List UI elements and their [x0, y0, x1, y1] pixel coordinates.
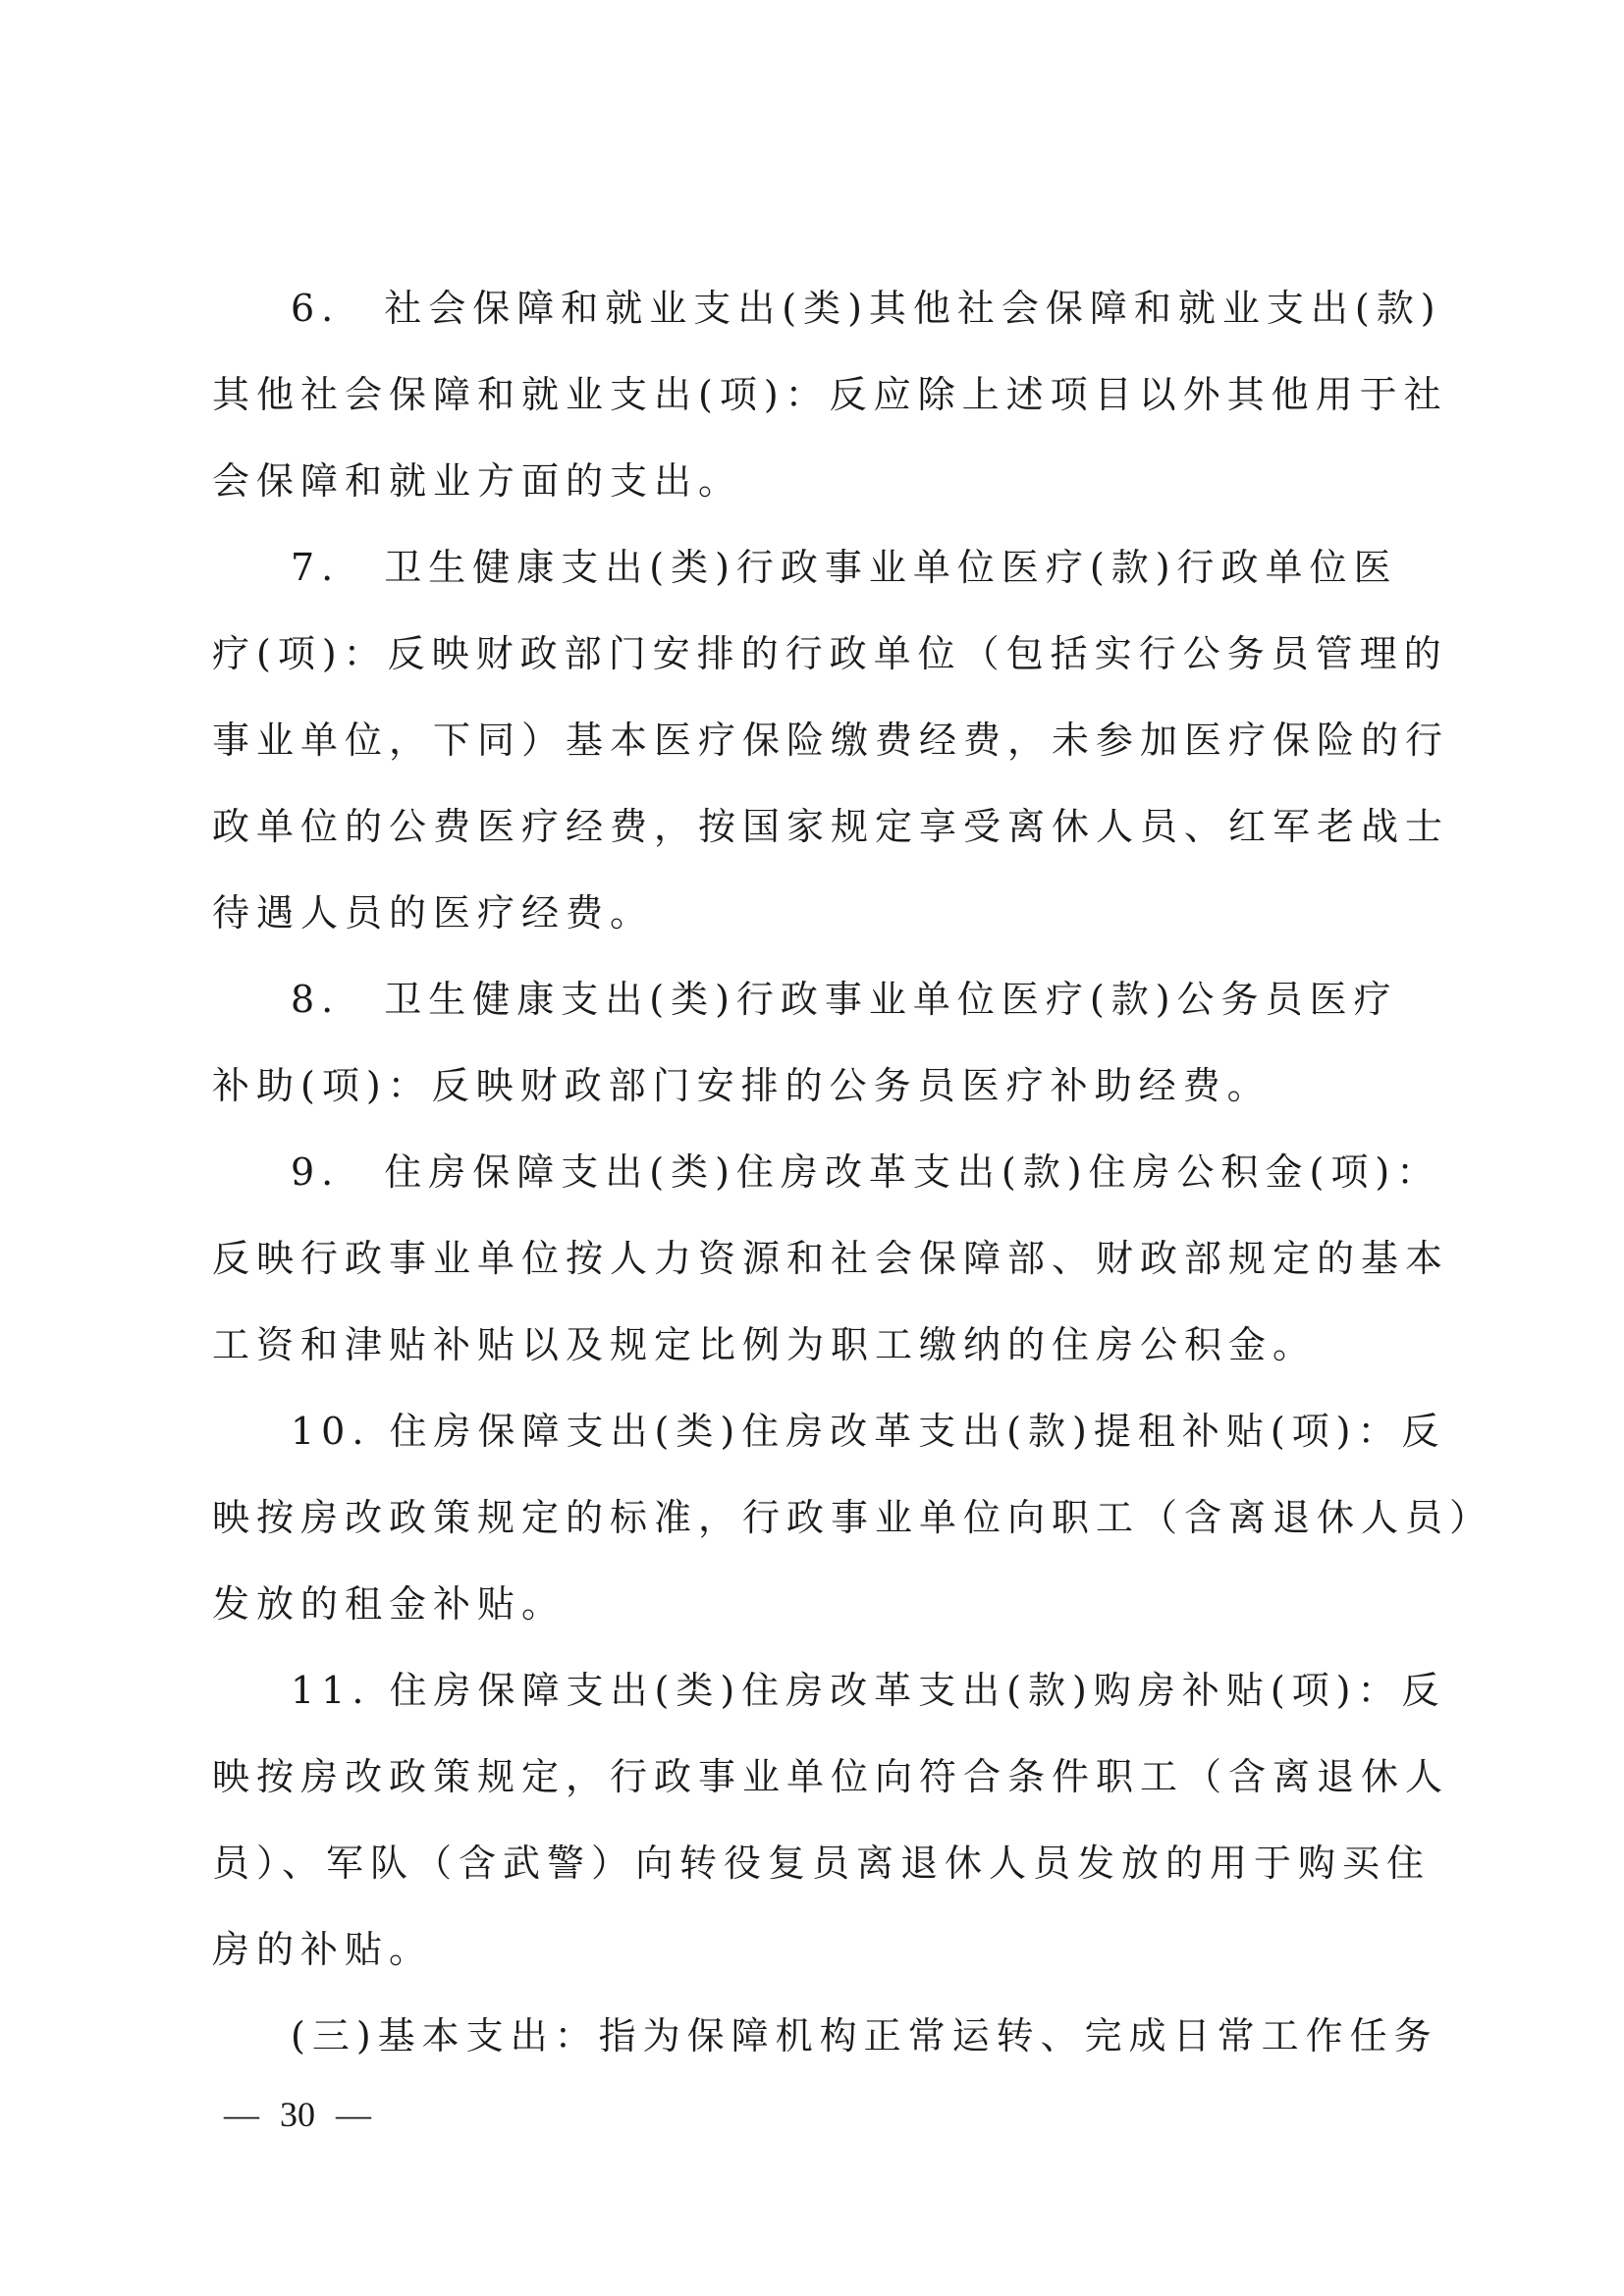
- paragraph-line: (三)基本支出：指为保障机构正常运转、完成日常工作任务: [291, 2014, 1438, 2057]
- footer-dash-right: —: [336, 2095, 371, 2134]
- page-footer: [212, 2091, 383, 2138]
- paragraph-line: 映按房改政策规定，行政事业单位向符合条件职工（含离退休人: [212, 1755, 1450, 1798]
- paragraph-line: 10. 住房保障支出(类)住房改革支出(款)提租补贴(项)：反: [291, 1410, 1446, 1453]
- paragraph-line: 会保障和就业方面的支出。: [212, 459, 743, 503]
- paragraph-line: 政单位的公费医疗经费，按国家规定享受离休人员、红军老战士: [212, 805, 1450, 848]
- paragraph-line: 反映行政事业单位按人力资源和社会保障部、财政部规定的基本: [212, 1237, 1450, 1280]
- paragraph-line: 补助(项)：反映财政部门安排的公务员医疗补助经费。: [212, 1064, 1272, 1107]
- paragraph-line: 房的补贴。: [212, 1928, 434, 1971]
- paragraph-line: 员）、军队（含武警）向转役复员离退休人员发放的用于购买住: [212, 1842, 1432, 1885]
- paragraph-line: 发放的租金补贴。: [212, 1582, 567, 1626]
- paragraph-line: 事业单位，下同）基本医疗保险缴费经费，未参加医疗保险的行: [212, 719, 1450, 762]
- paragraph-line: 工资和津贴补贴以及规定比例为职工缴纳的住房公积金。: [212, 1323, 1318, 1366]
- paragraph-line: 6. 社会保障和就业支出(类)其他社会保障和就业支出(款): [291, 287, 1442, 330]
- footer-dash-left: —: [224, 2095, 259, 2134]
- paragraph-line: 映按房改政策规定的标准，行政事业单位向职工（含离退休人员）: [212, 1496, 1494, 1539]
- paragraph-line: 待遇人员的医疗经费。: [212, 891, 655, 934]
- paragraph-line: 7. 卫生健康支出(类)行政事业单位医疗(款)行政单位医: [291, 546, 1398, 589]
- page-number: 30: [280, 2095, 315, 2134]
- paragraph-line: 11. 住房保障支出(类)住房改革支出(款)购房补贴(项)：反: [291, 1669, 1446, 1712]
- paragraph-line: 疗(项)：反映财政部门安排的行政单位（包括实行公务员管理的: [212, 632, 1448, 675]
- paragraph-line: 8. 卫生健康支出(类)行政事业单位医疗(款)公务员医疗: [291, 978, 1398, 1021]
- paragraph-line: 9. 住房保障支出(类)住房改革支出(款)住房公积金(项)：: [291, 1150, 1441, 1194]
- paragraph-line: 其他社会保障和就业支出(项)：反应除上述项目以外其他用于社: [212, 373, 1448, 416]
